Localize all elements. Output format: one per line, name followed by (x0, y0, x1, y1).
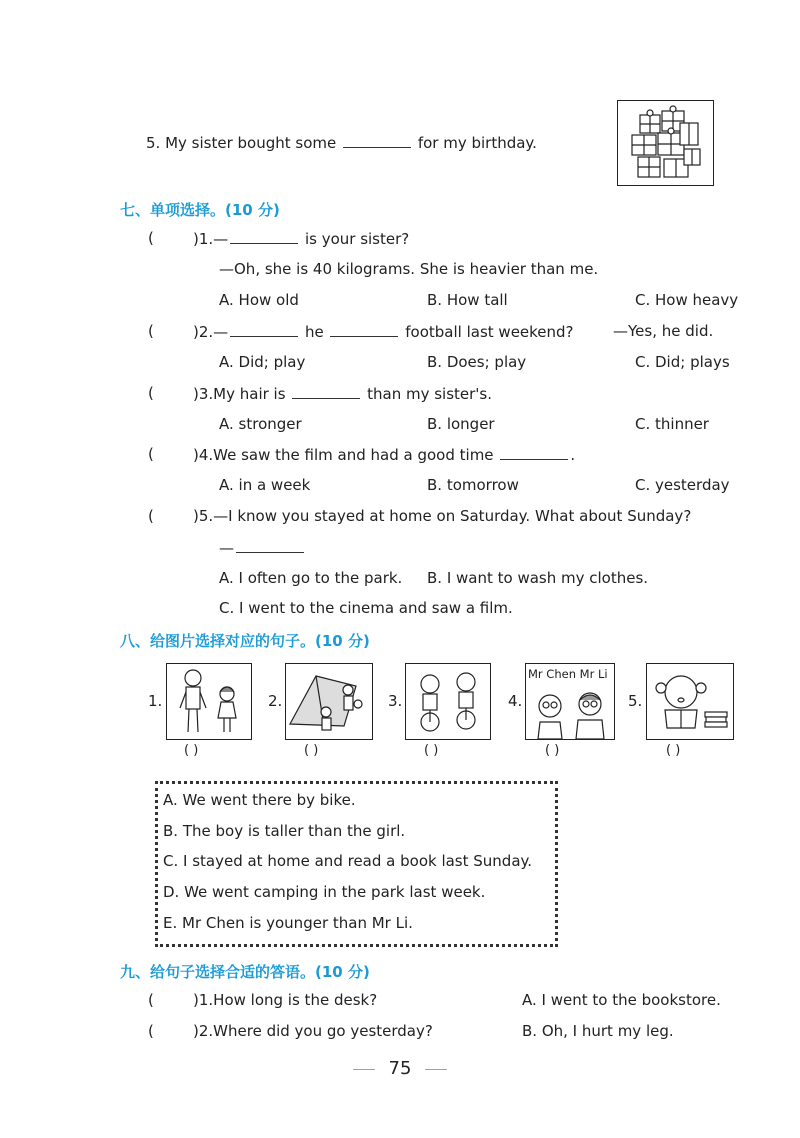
pic-3-num: 3. (388, 692, 403, 710)
q-number: )1. (193, 230, 214, 248)
footer-right-rule (425, 1069, 447, 1070)
s7-q1-opt-a[interactable]: A. How old (219, 291, 299, 309)
pic-2-num: 2. (268, 692, 283, 710)
q-text: he (304, 323, 324, 341)
q-text: is your sister? (304, 230, 410, 248)
gift-boxes-picture (617, 100, 714, 186)
q-dash: — (213, 230, 229, 248)
s7-q1-stem (193, 229, 409, 248)
s7-q3-stem (193, 384, 492, 403)
open-paren: ( (148, 507, 154, 525)
s7-q3-opt-a[interactable]: A. stronger (219, 415, 302, 433)
s7-q5-opt-a[interactable]: A. I often go to the park. (219, 569, 403, 587)
s8-option-c: C. I stayed at home and read a book last Sunday. (163, 852, 533, 870)
s7-q3-paren[interactable] (148, 384, 154, 402)
open-paren: ( (148, 322, 154, 340)
s7-q5-opt-b[interactable]: B. I want to wash my clothes. (427, 569, 649, 587)
q5-line (146, 133, 537, 152)
q-number: )4. (193, 446, 214, 464)
s9-q2-stem (193, 1022, 433, 1040)
pic-1-answer[interactable]: ( ) (184, 743, 199, 758)
s9-q2-paren[interactable] (148, 1022, 154, 1040)
open-paren: ( (148, 1022, 154, 1040)
q-text: than my sister's. (367, 385, 493, 403)
q-dash: — (219, 539, 234, 557)
open-paren: ( (148, 384, 154, 402)
s8-option-d: D. We went camping in the park last week. (163, 883, 486, 901)
open-paren: ( (148, 229, 154, 247)
q5-text-before: My sister bought some (165, 134, 337, 152)
s9-answer-a: A. I went to the bookstore. (522, 991, 721, 1009)
s8-option-a: A. We went there by bike. (163, 791, 356, 809)
q-period: . (570, 446, 576, 464)
q5-text-after: for my birthday. (417, 134, 537, 152)
q-number: )3. (193, 385, 214, 403)
pic-1-num: 1. (148, 692, 163, 710)
s7-q3-opt-c[interactable]: C. thinner (635, 415, 709, 433)
q-text: football last weekend? (405, 323, 574, 341)
q-text: My hair is (213, 385, 286, 403)
mr-chen-mr-li-label: Mr Chen Mr Li (528, 667, 608, 681)
s7-q4-paren[interactable] (148, 445, 154, 463)
open-paren: ( (148, 445, 154, 463)
s7-q1-line2: —Oh, she is 40 kilograms. She is heavier than me. (219, 260, 599, 278)
s7-q2-paren[interactable] (148, 322, 154, 340)
boy-and-girl-picture (166, 663, 252, 740)
s7-q5-paren[interactable] (148, 507, 154, 525)
s7-q4-opt-c[interactable]: C. yesterday (635, 476, 730, 494)
pic-4-num: 4. (508, 692, 523, 710)
section-9-title: 九、给句子选择合适的答语。(10 分) (120, 963, 370, 981)
girl-reading-picture (646, 663, 734, 740)
s7-q2-blank-2[interactable] (330, 322, 398, 337)
s7-q1-opt-c[interactable]: C. How heavy (635, 291, 739, 309)
section-8-title: 八、给图片选择对应的句子。(10 分) (120, 632, 370, 650)
pic-2-answer[interactable]: ( ) (304, 743, 319, 758)
q-text: Where did you go yesterday? (213, 1022, 433, 1040)
s9-q1-stem (193, 991, 377, 1009)
s7-q4-opt-b[interactable]: B. tomorrow (427, 476, 519, 494)
s7-q4-stem (193, 445, 575, 464)
q5-num: 5. (146, 134, 161, 152)
s9-answer-b: B. Oh, I hurt my leg. (522, 1022, 674, 1040)
kids-on-bikes-picture (405, 663, 491, 740)
s7-q2-opt-c[interactable]: C. Did; plays (635, 353, 730, 371)
pic-5-num: 5. (628, 692, 643, 710)
q-number: )2. (193, 323, 214, 341)
section-7-title: 七、单项选择。(10 分) (120, 201, 280, 219)
q-text: How long is the desk? (213, 991, 378, 1009)
s7-q5-blank[interactable] (236, 538, 304, 553)
s7-q5-line2 (219, 538, 306, 557)
s7-q4-opt-a[interactable]: A. in a week (219, 476, 311, 494)
q-number: )5. (193, 507, 214, 525)
s7-q2-blank-1[interactable] (230, 322, 298, 337)
page-number: 75 (388, 1058, 412, 1079)
footer-left-rule (353, 1069, 375, 1070)
q-text: —I know you stayed at home on Saturday. What about Sunday? (213, 507, 692, 525)
s7-q2-stem (193, 322, 574, 341)
s7-q4-blank[interactable] (500, 445, 568, 460)
s7-q2-opt-a[interactable]: A. Did; play (219, 353, 306, 371)
q-dash: — (213, 323, 229, 341)
s7-q3-blank[interactable] (292, 384, 360, 399)
q-number: )1. (193, 991, 214, 1009)
s7-q1-opt-b[interactable]: B. How tall (427, 291, 508, 309)
s7-q2-opt-b[interactable]: B. Does; play (427, 353, 527, 371)
s7-q5-opt-c[interactable]: C. I went to the cinema and saw a film. (219, 599, 513, 617)
mr-chen-mr-li-picture (525, 663, 615, 740)
s9-q1-paren[interactable] (148, 991, 154, 1009)
open-paren: ( (148, 991, 154, 1009)
q-text: We saw the film and had a good time (213, 446, 494, 464)
pic-5-answer[interactable]: ( ) (666, 743, 681, 758)
page-number-footer (0, 1058, 800, 1079)
s7-q5-stem (193, 507, 691, 525)
q5-blank[interactable] (343, 133, 411, 148)
s7-q3-opt-b[interactable]: B. longer (427, 415, 495, 433)
pic-3-answer[interactable]: ( ) (424, 743, 439, 758)
s7-q2-answer: —Yes, he did. (613, 322, 714, 340)
pic-4-answer[interactable]: ( ) (545, 743, 560, 758)
s7-q1-blank[interactable] (230, 229, 298, 244)
camping-tent-picture (285, 663, 373, 740)
s8-option-b: B. The boy is taller than the girl. (163, 822, 406, 840)
s8-option-e: E. Mr Chen is younger than Mr Li. (163, 914, 413, 932)
s7-q1-paren[interactable] (148, 229, 154, 247)
q-number: )2. (193, 1022, 214, 1040)
